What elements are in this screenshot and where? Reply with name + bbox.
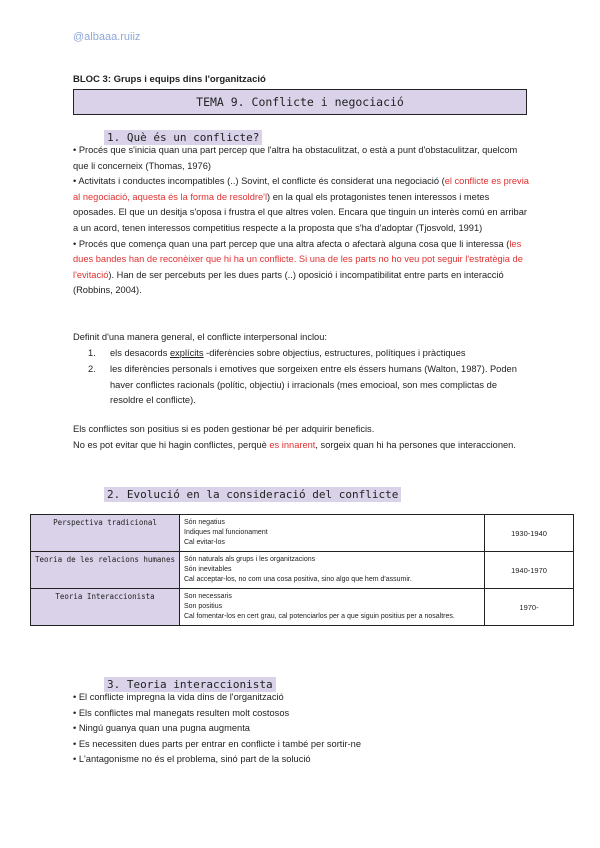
definition-3: • Procés que comença quan una part percep que una altra afecta o afectarà alguna cosa que li interessa (les dues bandes han de reconèixer que hi ha un conflicte. Si una de les parts no ho veu pot seguir l'estratègia de l'evitació). Han de ser percebuts per les dues parts (..) oposició i incompatibilitat entre parts en interacció (Robbins, 2004). xyxy=(73,238,523,296)
description-cell: Són negatius Indiques mal funcionament Cal evitar-los xyxy=(180,515,485,552)
section-3-title: 3. Teoria interaccionista xyxy=(104,677,276,692)
description-cell: Són naturals als grups i les organitzacions Són inevitables Cal acceptar-los, no com una cosa positiva, sino algo que hem d'assumir. xyxy=(180,552,485,589)
list-number: 2. xyxy=(88,364,96,374)
list-number: 1. xyxy=(88,348,96,358)
definition-2: • Activitats i conductes incompatibles (..) Sovint, el conflicte és considerat una negociació (el conflicte es previa al negociació, aquesta és la forma de resoldre'l) en la qual els protagonistes tenen interessos i metes oposades. El que un desitja s'oposa i frustra el que altres volen. Encara que tinguin un interès comú en arribar a un acord, tenen interessos competitius respecte a la proposta que s'ha d'adoptar (Tjosvold, 1991) xyxy=(73,176,529,233)
perspective-cell: Teoria de les relacions humanes xyxy=(31,552,180,589)
evolution-table xyxy=(30,514,574,626)
definition-1: • Procés que s'inicia quan una part percep que l'altra ha obstaculitzat, o està a punt d'obstaculitzar, quelcom que li concerneix (Thomas, 1976) xyxy=(73,145,518,171)
section-2-title: 2. Evolució en la consideració del conflicte xyxy=(104,487,401,502)
section-1-body xyxy=(73,143,533,299)
list-item: els desacords explícits -diferències sobre objectius, estructures, polítiques i pràctiques xyxy=(110,348,466,358)
section-1-title: 1. Què és un conflicte? xyxy=(104,130,262,145)
list-item: • Els conflictes mal manegats resulten molt costosos xyxy=(73,706,361,722)
watermark: @albaaa.ruiiz xyxy=(73,31,141,43)
list-item: • Es necessiten dues parts per entrar en conflicte i també per sortir-ne xyxy=(73,737,361,753)
conclusion-text: Els conflictes son positius si es poden gestionar bé per adquirir beneficis. No es pot evitar que hi hagin conflictes, perquè es innarent, sorgeix quan hi ha persones que interaccionen. xyxy=(73,424,516,450)
page-title: TEMA 9. Conflicte i negociació xyxy=(73,89,527,115)
description-cell: Son necessaris Son positius Cal fomentar-los en cert grau, cal potenciarlos per a que siguin positius per a nosaltres. xyxy=(180,589,485,626)
perspective-cell: Perspectiva tradicional xyxy=(31,515,180,552)
years-cell: 1940-1970 xyxy=(485,552,574,589)
definition-intro: Definit d'una manera general, el conflicte interpersonal inclou: xyxy=(73,332,327,342)
table-row xyxy=(31,552,574,589)
list-item: • Ningú guanya quan una pugna augmenta xyxy=(73,721,361,737)
bloc-heading: BLOC 3: Grups i equips dins l'organització xyxy=(73,74,266,85)
list-item: • L'antagonisme no és el problema, sinó part de la solució xyxy=(73,752,361,768)
interactionist-list xyxy=(73,690,361,768)
years-cell: 1930-1940 xyxy=(485,515,574,552)
years-cell: 1970- xyxy=(485,589,574,626)
table-row xyxy=(31,589,574,626)
list-item: • El conflicte impregna la vida dins de l'organització xyxy=(73,690,361,706)
perspective-cell: Teoria Interaccionista xyxy=(31,589,180,626)
table-row xyxy=(31,515,574,552)
list-item: les diferències personals i emotives que sorgeixen entre els éssers humans (Walton, 1987). Poden haver conflictes racionals (polític, objectiu) i irracionals (mes emocioal, son mes complictas de resoldre el conflicte). xyxy=(110,364,517,406)
